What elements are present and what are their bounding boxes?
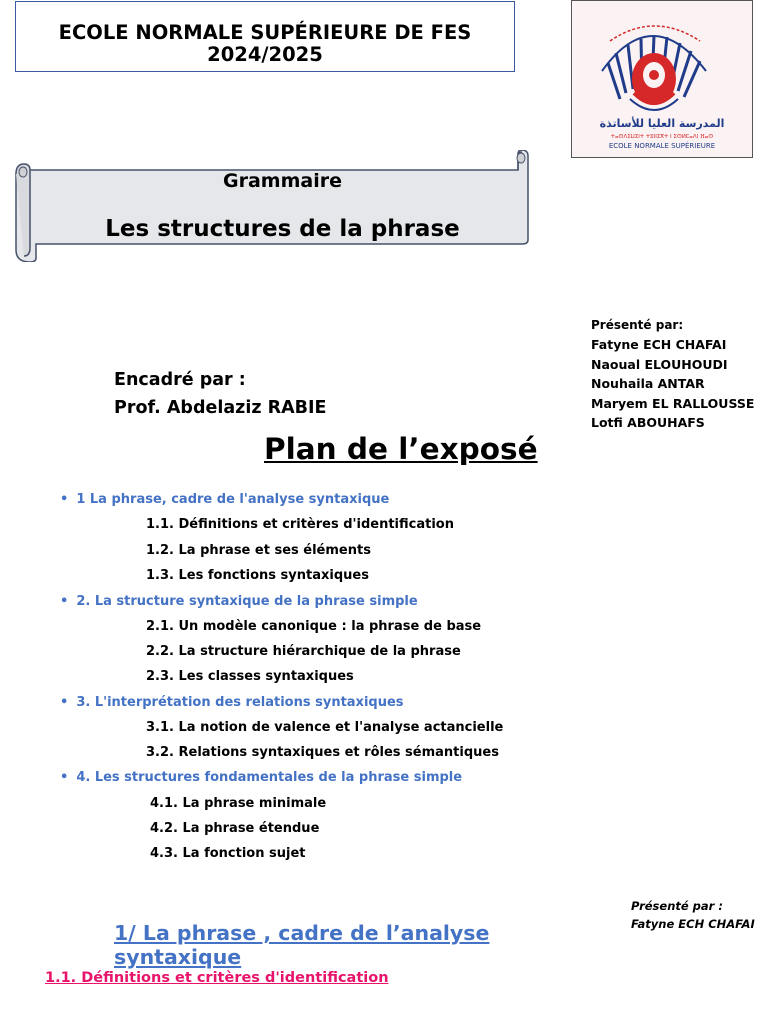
bullet-icon: • xyxy=(60,594,69,609)
outline-item: 1.3. Les fonctions syntaxiques xyxy=(146,568,369,583)
presenter-name: Nouhaila ANTAR xyxy=(591,376,705,392)
logo-tifinagh-name: ⵜⴰⵙⴷⵉⵡⵉⵏⵜ ⵜⵓⵏⵏⵉⴳⵜ ⵏ ⵉⵙⵍⵎⴰⴷⵏ ⴼⴰⵙ xyxy=(610,134,714,140)
outline-item: 1.1. Définitions et critères d'identification xyxy=(146,517,454,532)
logo-arabic-name: المدرسة العليا للأساتذة xyxy=(599,117,725,130)
section-heading: 1/ La phrase , cadre de l’analyse syntaxique xyxy=(114,921,490,969)
school-logo xyxy=(571,0,753,158)
presenter-name: Maryem EL RALLOUSSE xyxy=(591,395,755,411)
academic-year: 2024/2025 xyxy=(207,43,323,66)
outline-section xyxy=(60,770,462,786)
outline-section xyxy=(60,695,404,711)
footnote-presenter xyxy=(631,897,755,933)
supervisor-block xyxy=(114,366,326,422)
banner-subject: Grammaire xyxy=(223,170,342,192)
presenter-name: Fatyne ECH CHAFAI xyxy=(591,337,727,353)
footnote-label: Présenté par : xyxy=(631,899,723,913)
ens-emblem-icon xyxy=(572,1,752,157)
school-name: ECOLE NORMALE SUPÉRIEURE DE FES xyxy=(58,21,472,44)
plan-title: Plan de l’exposé xyxy=(264,432,538,466)
outline-item: 3.2. Relations syntaxiques et rôles sémantiques xyxy=(146,745,499,760)
supervisor-name: Prof. Abdelaziz RABIE xyxy=(114,398,327,418)
outline-item: 3.1. La notion de valence et l'analyse actancielle xyxy=(146,720,504,735)
outline-section-label: 4. Les structures fondamentales de la phrase simple xyxy=(76,770,463,785)
bullet-icon: • xyxy=(60,770,69,785)
bullet-icon: • xyxy=(60,695,69,710)
bullet-icon: • xyxy=(60,492,69,507)
title-banner xyxy=(10,150,532,262)
presenter-name: Lotfi ABOUHAFS xyxy=(591,415,705,431)
school-header xyxy=(15,1,515,72)
outline-item: 4.2. La phrase étendue xyxy=(150,821,320,836)
outline-section-label: 2. La structure syntaxique de la phrase simple xyxy=(76,594,418,609)
banner-title: Les structures de la phrase xyxy=(105,216,460,242)
outline-item: 4.3. La fonction sujet xyxy=(150,846,306,861)
outline-section xyxy=(60,492,389,508)
supervisor-label: Encadré par : xyxy=(114,370,246,390)
logo-french-name: ECOLE NORMALE SUPÉRIEURE xyxy=(608,142,716,150)
scroll-banner-shape xyxy=(10,150,532,262)
subsection-heading: 1.1. Définitions et critères d'identification xyxy=(45,970,389,986)
outline-item: 2.1. Un modèle canonique : la phrase de base xyxy=(146,619,482,634)
outline-item: 4.1. La phrase minimale xyxy=(150,796,327,811)
presenters-label: Présenté par: xyxy=(591,318,684,332)
outline-section-label: 1 La phrase, cadre de l'analyse syntaxique xyxy=(76,492,390,507)
outline-item: 2.3. Les classes syntaxiques xyxy=(146,669,354,684)
presenter-name: Naoual ELOUHOUDI xyxy=(591,356,728,372)
outline-item: 1.2. La phrase et ses éléments xyxy=(146,543,371,558)
presenters-list xyxy=(591,316,754,432)
outline-item: 2.2. La structure hiérarchique de la phrase xyxy=(146,644,461,659)
footnote-name: Fatyne ECH CHAFAI xyxy=(631,917,755,931)
outline-section-label: 3. L'interprétation des relations syntaxiques xyxy=(76,695,404,710)
outline-section xyxy=(60,594,418,610)
